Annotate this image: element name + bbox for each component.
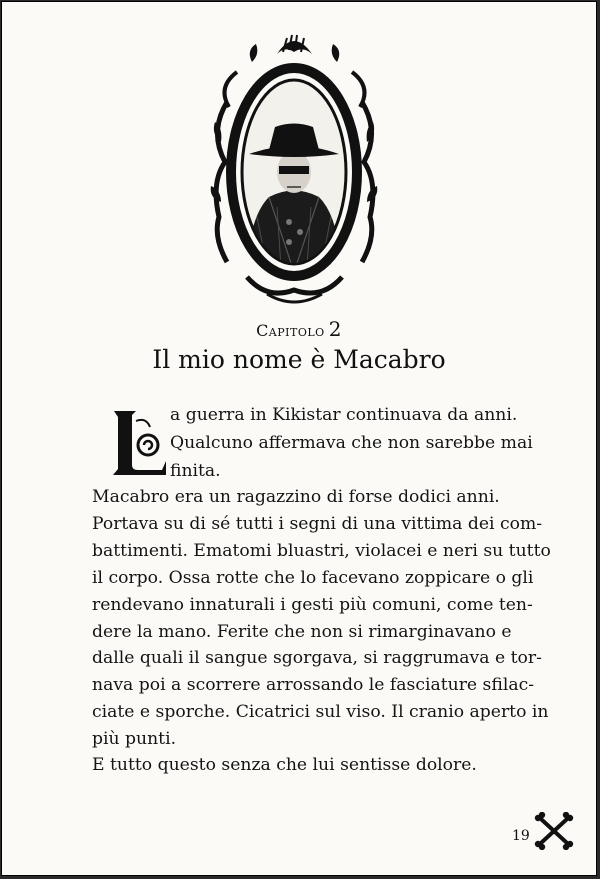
book-page: [2, 2, 596, 875]
text-line: Macabro era un ragazzino di forse dodici anni.: [92, 487, 500, 507]
text-line: dere la mano. Ferite che non si rimarginavano e: [92, 622, 512, 642]
chapter-label: [2, 317, 596, 341]
chapter-title: Il mio nome è Macabro: [152, 345, 446, 374]
chapter-number: 2: [328, 317, 342, 341]
text-line: ciate e sporche. Cicatrici sul viso. Il cranio aperto in: [92, 702, 549, 722]
text-line: il corpo. Ossa rotte che lo facevano zoppicare o gli: [92, 568, 534, 588]
text-line: a guerra in Kikistar continuava da anni.: [170, 405, 518, 425]
text-line: finita.: [170, 461, 221, 481]
text-line: battimenti. Ematomi bluastri, violacei e neri su tutto: [92, 541, 551, 561]
text-line: Portava su di sé tutti i segni di una vittima dei com-: [92, 514, 543, 534]
text-line: rendevano innaturali i gesti più comuni, come ten-: [92, 595, 533, 615]
chapter-word: Capitolo: [256, 321, 325, 340]
crossed-bones-icon: [534, 812, 574, 850]
text-line: nava poi a scorrere arrossando le fasciature sfilac-: [92, 675, 535, 695]
drop-cap-letter: [110, 407, 168, 479]
text-line: dalle quali il sangue sgorgava, si raggrumava e tor-: [92, 648, 542, 668]
framed-portrait-illustration: [207, 32, 382, 304]
text-line: E tutto questo senza che lui sentisse dolore.: [92, 755, 477, 775]
page-number: 19: [512, 828, 530, 844]
text-line: più punti.: [92, 729, 177, 749]
text-line: Qualcuno affermava che non sarebbe mai: [170, 433, 533, 453]
